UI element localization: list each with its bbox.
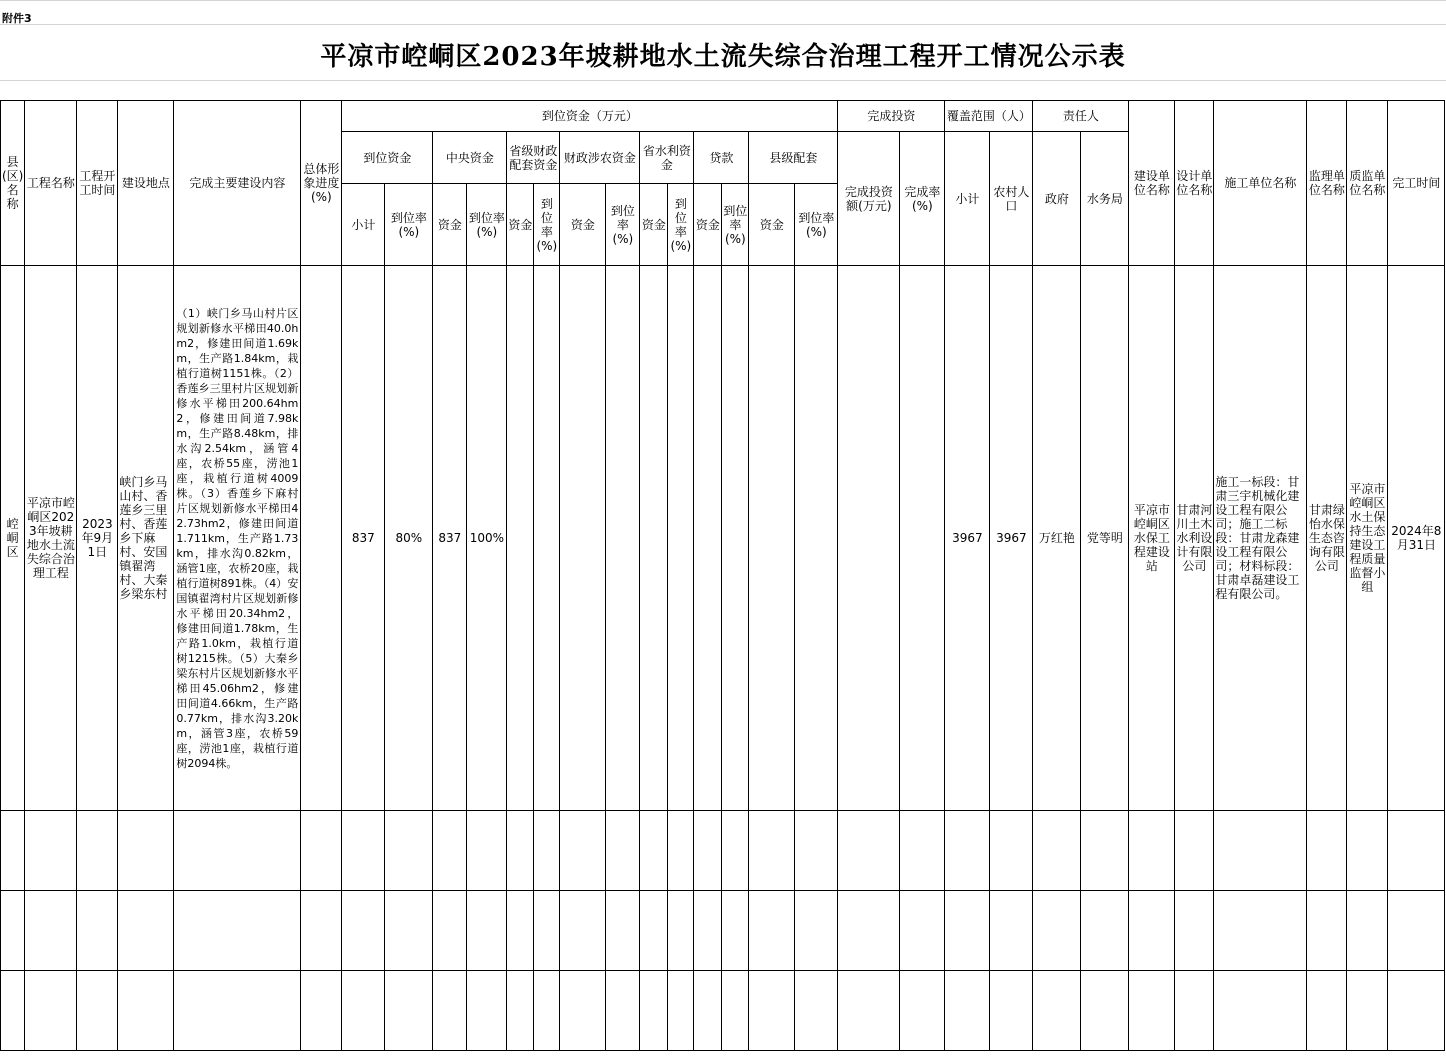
cell-empty	[795, 266, 838, 811]
cell-water-bureau: 党等明	[1081, 266, 1129, 811]
header-constructor: 施工单位名称	[1214, 101, 1307, 266]
header-funds-total: 到位资金	[342, 132, 433, 184]
cell-funds-rate: 80%	[385, 266, 433, 811]
header-central: 中央资金	[433, 132, 507, 184]
cell-project-name: 平凉市崆峒区2023年坡耕地水土流失综合治理工程	[25, 266, 77, 811]
cell-progress	[301, 266, 342, 811]
header-fund: 资金	[433, 184, 467, 266]
header-builder: 建设单位名称	[1129, 101, 1175, 266]
cell-empty	[640, 266, 668, 811]
cell-central-rate: 100%	[467, 266, 507, 811]
table-row-empty	[1, 891, 1445, 971]
header-arrival-rate: 到位率(%)	[467, 184, 507, 266]
table-row	[1, 266, 1445, 811]
header-arrival-rate: 到位率(%)	[385, 184, 433, 266]
header-responsible-group: 责任人	[1033, 101, 1129, 132]
cell-designer: 甘肃河川土木水利设计有限公司	[1175, 266, 1214, 811]
header-arrival-rate: 到位率(%)	[606, 184, 640, 266]
header-location: 建设地点	[118, 101, 174, 266]
header-water-bureau: 水务局	[1081, 132, 1129, 266]
header-arrival-rate: 到位率(%)	[722, 184, 749, 266]
grid-line	[0, 80, 1446, 81]
cell-county: 崆峒区	[1, 266, 25, 811]
cell-empty	[694, 266, 722, 811]
header-fund: 资金	[507, 184, 534, 266]
grid-line	[0, 24, 1446, 25]
cell-constructor: 施工一标段：甘肃三宇机械化建设工程有限公司；施工二标段：甘肃龙森建设工程有限公司；材料标段：甘肃卓磊建设工程有限公司。	[1214, 266, 1307, 811]
header-government: 政府	[1033, 132, 1081, 266]
cell-supervisor: 甘肃绿怡水保生态咨询有限公司	[1307, 266, 1347, 811]
header-content: 完成主要建设内容	[174, 101, 301, 266]
table-row-empty	[1, 811, 1445, 891]
header-fund: 资金	[560, 184, 606, 266]
cell-central-fund: 837	[433, 266, 467, 811]
header-supervisor: 监理单位名称	[1307, 101, 1347, 266]
header-agri: 财政涉农资金	[560, 132, 640, 184]
cell-content: （1）峡门乡马山村片区规划新修水平梯田40.0hm2，修建田间道1.69km，生产路1.84km，栽植行道树1151株。（2）香莲乡三里村片区规划新修水平梯田200.64hm2，修建田间道7.98km，生产路8.48km，排水沟2.54km，涵管4座，农桥55座，涝池1座，栽植行道树4009株。（3）香莲乡下麻村片区规划新修水平梯田42.73hm2，修建田间道1.711km，生产路1.73km，排水沟0.82km，涵管1座，农桥20座，栽植行道树891株。（4）安国镇翟湾村片区规划新修水平梯田20.34hm2，修建田间道1.78km，生产路1.0km，栽植行道树1215株。（5）大秦乡梁东村片区规划新修水平梯田45.06hm2，修建田间道4.66km，生产路0.77km，排水沟3.20km，涵管3座，农桥59座，涝池1座，栽植行道树2094株。	[174, 266, 301, 811]
cell-empty	[722, 266, 749, 811]
header-coverage-subtotal: 小计	[945, 132, 990, 266]
cell-empty	[534, 266, 560, 811]
grid-line	[0, 0, 1446, 1]
header-completed-rate: 完成率(%)	[900, 132, 945, 266]
cell-empty	[507, 266, 534, 811]
header-start-time: 工程开工时间	[77, 101, 118, 266]
header-fund: 资金	[749, 184, 795, 266]
cell-start-time: 2023年9月1日	[77, 266, 118, 811]
cell-builder: 平凉市崆峒区水保工程建设站	[1129, 266, 1175, 811]
header-quality: 质监单位名称	[1347, 101, 1388, 266]
header-coverage-group: 覆盖范围（人）	[945, 101, 1033, 132]
cell-empty	[560, 266, 606, 811]
data-table	[0, 100, 1445, 1051]
cell-end-time: 2024年8月31日	[1388, 266, 1445, 811]
cell-quality: 平凉市崆峒区水土保持生态建设工程质量监督小组	[1347, 266, 1388, 811]
header-county: 县(区)名称	[1, 101, 25, 266]
header-subtotal: 小计	[342, 184, 385, 266]
header-designer: 设计单位名称	[1175, 101, 1214, 266]
header-end-time: 完工时间	[1388, 101, 1445, 266]
header-completed-group: 完成投资	[838, 101, 945, 132]
cell-government: 万红艳	[1033, 266, 1081, 811]
header-arrival-rate: 到位率(%)	[534, 184, 560, 266]
page-title: 平凉市崆峒区2023年坡耕地水土流失综合治理工程开工情况公示表	[320, 42, 1126, 72]
annex-label: 附件3	[2, 12, 32, 25]
header-arrival-rate: 到位率(%)	[668, 184, 694, 266]
cell-empty	[900, 266, 945, 811]
header-completed-amount: 完成投资额(万元)	[838, 132, 900, 266]
cell-funds-subtotal: 837	[342, 266, 385, 811]
table-row-empty	[1, 971, 1445, 1051]
header-rural-pop: 农村人口	[990, 132, 1033, 266]
header-fund: 资金	[640, 184, 668, 266]
cell-coverage-subtotal: 3967	[945, 266, 990, 811]
header-fund: 资金	[694, 184, 722, 266]
header-loan: 贷款	[694, 132, 749, 184]
header-funds-group: 到位资金（万元）	[342, 101, 838, 132]
cell-empty	[838, 266, 900, 811]
cell-location: 峡门乡马山村、香莲乡三里村、香莲乡下麻村、安国镇翟湾村、大秦乡梁东村	[118, 266, 174, 811]
header-project-name: 工程名称	[25, 101, 77, 266]
header-provincial: 省级财政配套资金	[507, 132, 560, 184]
cell-empty	[749, 266, 795, 811]
cell-empty	[606, 266, 640, 811]
header-arrival-rate: 到位率(%)	[795, 184, 838, 266]
cell-empty	[668, 266, 694, 811]
header-county-match: 县级配套	[749, 132, 838, 184]
header-water: 省水利资金	[640, 132, 694, 184]
header-progress: 总体形象进度(%)	[301, 101, 342, 266]
cell-rural-pop: 3967	[990, 266, 1033, 811]
